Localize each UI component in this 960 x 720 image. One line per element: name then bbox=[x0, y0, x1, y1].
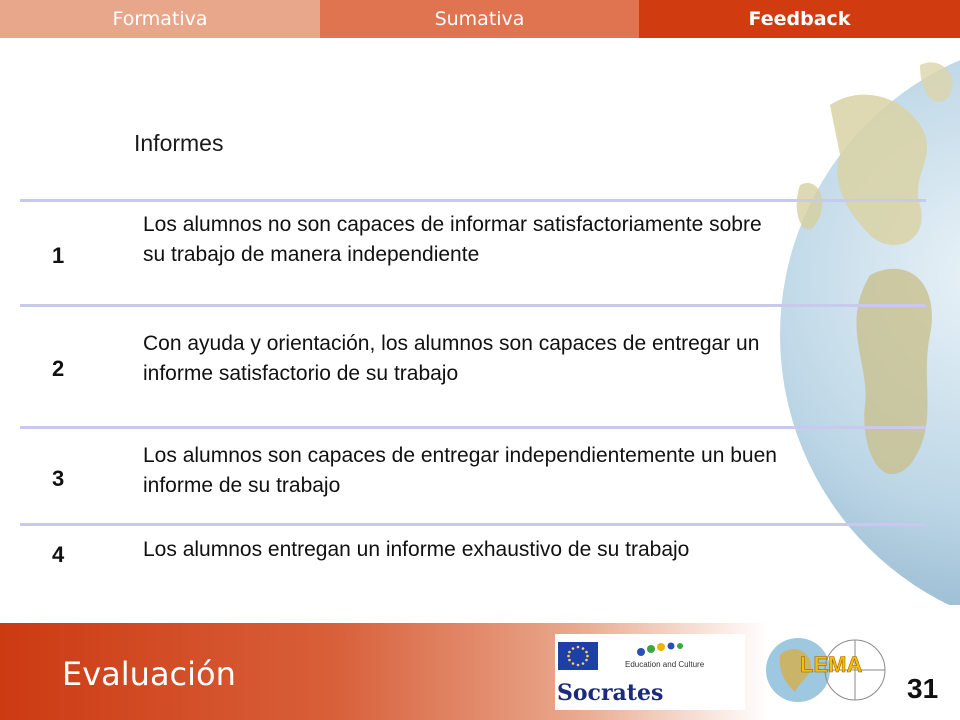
page-number: 31 bbox=[907, 673, 939, 704]
row-number: 1 bbox=[52, 243, 65, 268]
footer-title: Evaluación bbox=[62, 655, 236, 693]
education-culture-label: Education and Culture bbox=[625, 660, 705, 669]
lema-logo bbox=[760, 630, 890, 715]
globe-icon bbox=[770, 45, 960, 605]
row-number: 3 bbox=[52, 466, 65, 491]
row-divider bbox=[20, 199, 926, 202]
row-number: 4 bbox=[52, 542, 65, 567]
tab-formativa[interactable]: Formativa bbox=[0, 0, 320, 38]
socrates-label: Socrates bbox=[557, 680, 664, 706]
socrates-logo bbox=[555, 634, 745, 710]
row-description: Los alumnos no son capaces de informar satisfactoriamente sobre su trabajo de manera independiente bbox=[143, 213, 762, 266]
row-divider bbox=[20, 426, 926, 429]
dots-icon bbox=[635, 640, 695, 658]
section-title: Informes bbox=[134, 130, 224, 156]
tab-bar bbox=[0, 0, 960, 38]
row-description: Los alumnos entregan un informe exhaustivo de su trabajo bbox=[143, 538, 690, 561]
tab-feedback[interactable]: Feedback bbox=[639, 0, 960, 38]
row-divider bbox=[20, 523, 926, 526]
tab-sumativa[interactable]: Sumativa bbox=[320, 0, 639, 38]
row-description: Con ayuda y orientación, los alumnos son capaces de entregar un informe satisfactorio de su trabajo bbox=[143, 332, 760, 385]
row-number: 2 bbox=[52, 356, 65, 381]
row-divider bbox=[20, 304, 926, 307]
lema-text: LEMA bbox=[800, 652, 863, 677]
row-description: Los alumnos son capaces de entregar independientemente un buen informe de su trabajo bbox=[143, 444, 777, 497]
eu-flag-icon bbox=[558, 642, 598, 670]
